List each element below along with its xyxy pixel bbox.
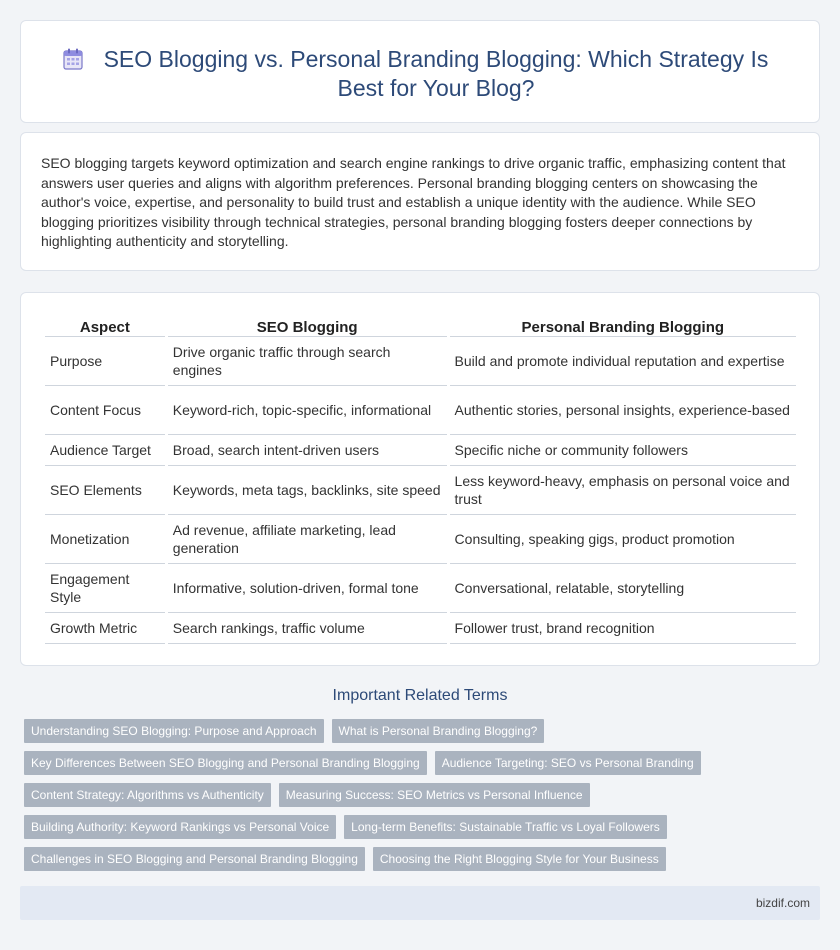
related-term-tag[interactable]: Measuring Success: SEO Metrics vs Personal Influence [279,783,590,807]
related-term-tag[interactable]: Building Authority: Keyword Rankings vs Personal Voice [24,815,336,839]
intro-paragraph: SEO blogging targets keyword optimization and search engine rankings to drive organic traffic, emphasizing content that answers user queries and aligns with algorithm preferences. Personal branding blogging centers on showcasing the author's voice, expertise, and personality to build trust and establish a unique identity with the audience. While SEO blogging prioritizes visibility through technical strategies, personal branding blogging fosters deeper connections by highlighting authenticity and storytelling. [41,155,786,250]
footer-site-link[interactable]: bizdif.com [755,896,810,910]
cell-personal: Follower trust, brand recognition [450,613,796,644]
calendar-icon [63,48,83,70]
cell-seo: Drive organic traffic through search engines [168,337,447,386]
related-terms-list [24,719,724,879]
table-row [45,337,796,386]
tag-row [24,719,724,743]
header-seo-blogging: SEO Blogging [168,315,447,337]
cell-personal: Build and promote individual reputation and expertise [450,337,796,386]
cell-seo: Search rankings, traffic volume [168,613,447,644]
cell-seo: Ad revenue, affiliate marketing, lead generation [168,515,447,564]
related-term-tag[interactable]: Choosing the Right Blogging Style for Your Business [373,847,666,871]
table-row [45,386,796,435]
cell-aspect: Engagement Style [45,564,165,613]
cell-aspect: Monetization [45,515,165,564]
page-title: SEO Blogging vs. Personal Branding Blogging: Which Strategy Is Best for Your Blog? [103,46,769,101]
cell-aspect: Content Focus [45,386,165,435]
cell-personal: Less keyword-heavy, emphasis on personal voice and trust [450,466,796,515]
table-header-row [45,315,796,337]
header-personal-branding: Personal Branding Blogging [450,315,796,337]
related-term-tag[interactable]: Challenges in SEO Blogging and Personal Branding Blogging [24,847,365,871]
table-row [45,466,796,515]
cell-aspect: Growth Metric [45,613,165,644]
cell-aspect: Purpose [45,337,165,386]
title-card [20,20,820,123]
cell-seo: Broad, search intent-driven users [168,435,447,466]
header-aspect: Aspect [45,315,165,337]
comparison-table-card [20,292,820,666]
related-terms-heading: Important Related Terms [332,687,508,704]
table-row [45,515,796,564]
tag-row [24,815,724,839]
cell-seo: Keywords, meta tags, backlinks, site speed [168,466,447,515]
title-wrap [21,45,819,103]
cell-personal: Consulting, speaking gigs, product promotion [450,515,796,564]
table-row [45,613,796,644]
cell-personal: Authentic stories, personal insights, experience-based [450,386,796,435]
cell-seo: Informative, solution-driven, formal tone [168,564,447,613]
comparison-table [42,315,799,644]
related-term-tag[interactable]: Understanding SEO Blogging: Purpose and Approach [24,719,324,743]
table-row [45,564,796,613]
tag-row [24,847,724,871]
footer [20,886,820,920]
related-term-tag[interactable]: What is Personal Branding Blogging? [332,719,545,743]
related-term-tag[interactable]: Audience Targeting: SEO vs Personal Branding [435,751,701,775]
cell-personal: Conversational, relatable, storytelling [450,564,796,613]
table-row [45,435,796,466]
tag-row [24,783,724,807]
related-term-tag[interactable]: Long-term Benefits: Sustainable Traffic vs Loyal Followers [344,815,667,839]
intro-card [20,132,820,271]
cell-aspect: Audience Target [45,435,165,466]
cell-seo: Keyword-rich, topic-specific, informational [168,386,447,435]
tag-row [24,751,724,775]
cell-personal: Specific niche or community followers [450,435,796,466]
cell-aspect: SEO Elements [45,466,165,515]
related-term-tag[interactable]: Key Differences Between SEO Blogging and Personal Branding Blogging [24,751,427,775]
related-term-tag[interactable]: Content Strategy: Algorithms vs Authenticity [24,783,271,807]
